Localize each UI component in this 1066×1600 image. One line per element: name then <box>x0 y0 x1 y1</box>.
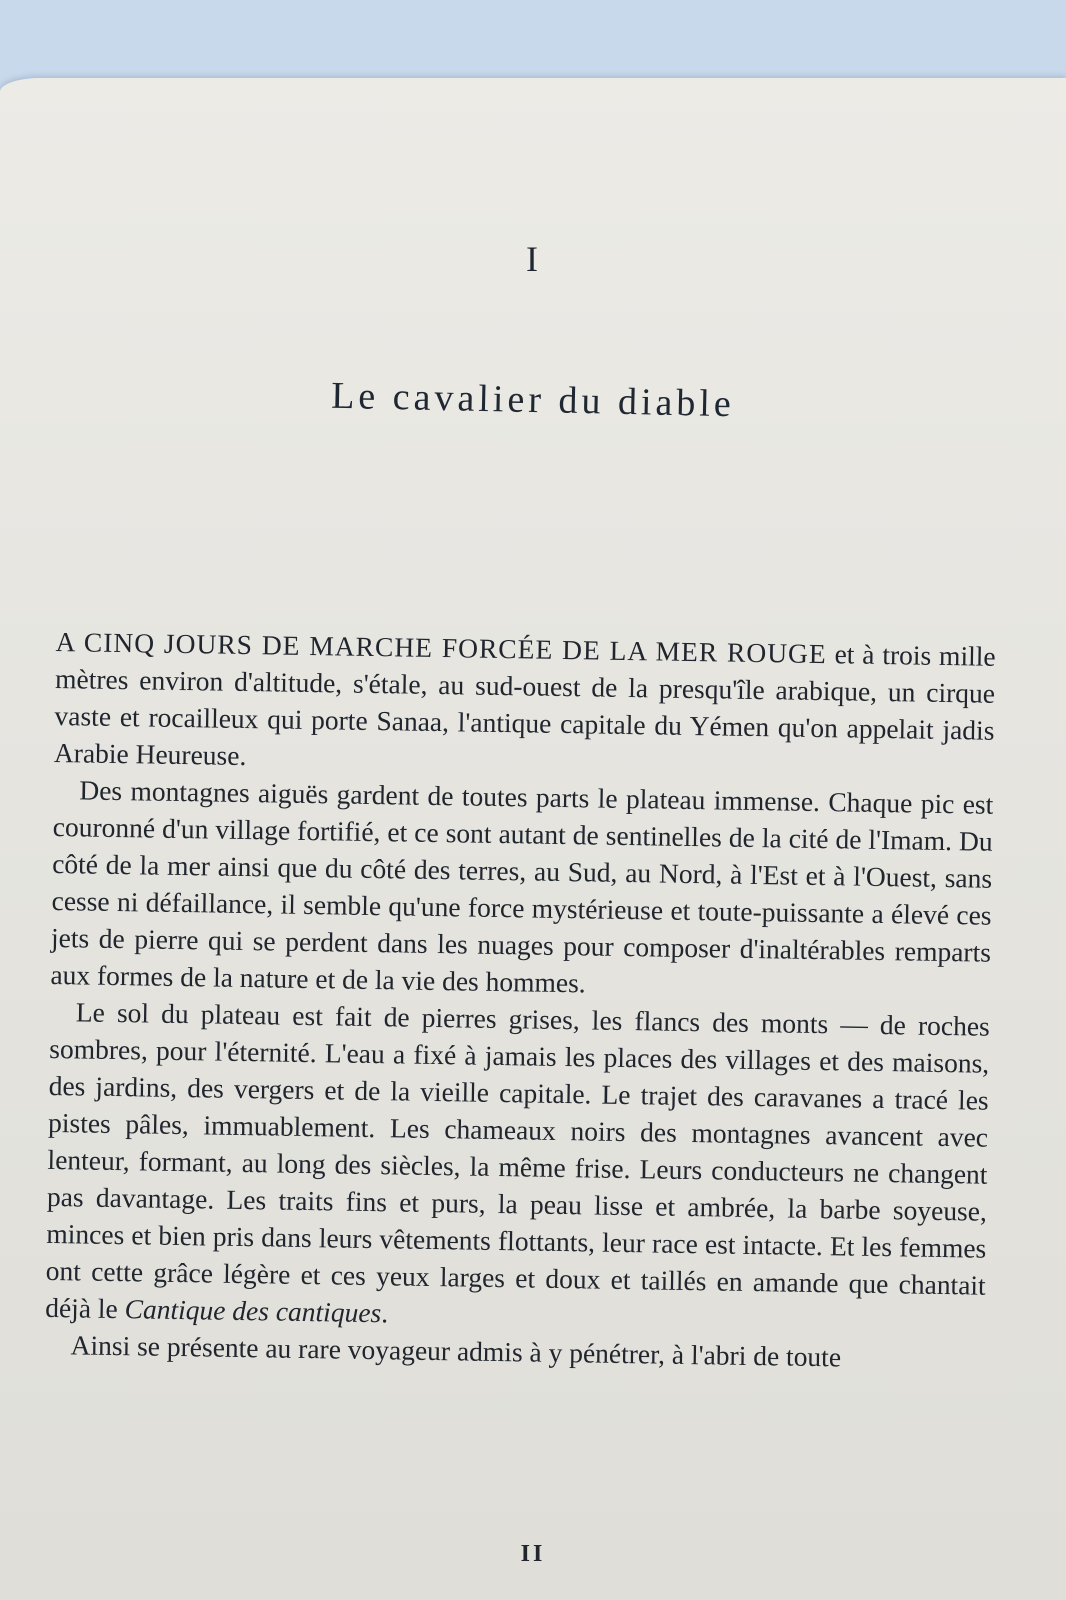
paragraph-3-text: Le sol du plateau est fait de pierres grises, les flancs des monts — de roches sombres, pour l'éternité. L'eau a fixé à jamais les places des villages et des maisons, des jardins, des vergers et de la vieille capitale. Le trajet des caravanes a tracé les pistes pâles, immuablement. Les chameaux noirs des montagnes avancent avec lenteur, formant, au long des siècles, la même frise. Leurs conducteurs ne changent pas davantage. Les traits fins et purs, la peau lisse et ambrée, la barbe soyeuse, minces et bien pris dans leurs vêtements flottants, leur race est intacte. Et les femmes ont cette grâce légère et ces yeux larges et doux et taillés en amande que chantait déjà le <box>45 996 991 1325</box>
body-text <box>44 623 996 1378</box>
paragraph-1-text: et à trois mille mètres environ d'altitude, s'étale, au sud-ouest de la presqu'île arabique, un cirque vaste et rocailleux qui porte Sanaa, l'antique capitale du Yémen qu'on appelait jadis Arabie Heureuse. <box>53 638 996 772</box>
paragraph-3 <box>45 993 990 1341</box>
chapter-title: Le cavalier du diable <box>330 374 736 426</box>
paragraph-3-end: . <box>381 1297 389 1329</box>
chapter-number: I <box>526 239 540 279</box>
italic-title: Cantique des cantiques <box>124 1293 382 1329</box>
opening-smallcaps: A CINQ JOURS DE MARCHE FORCÉE DE LA MER ROUGE <box>55 625 827 670</box>
paragraph-4: Ainsi se présente au rare voyageur admis à y pénétrer, à l'abri de toute <box>70 1329 842 1373</box>
paragraph-2: Des montagnes aiguës gardent de toutes parts le plateau immense. Chaque pic est couronné d'un village fortifié, et ce sont autant de sentinelles de la cité de l'Imam. Du côté de la mer ainsi que du côté des terres, au Sud, au Nord, à l'Est et à l'Ouest, sans cesse ni défaillance, il semble qu'une force mystérieuse et toute-puissante a élevé ces jets de pierre qui se perdent dans les nuages pour composer d'inaltérables remparts aux formes de la nature et de la vie des hommes. <box>50 774 994 999</box>
paragraph-1 <box>54 623 996 786</box>
book-page <box>0 78 1066 1600</box>
page-number: II <box>520 1541 546 1567</box>
